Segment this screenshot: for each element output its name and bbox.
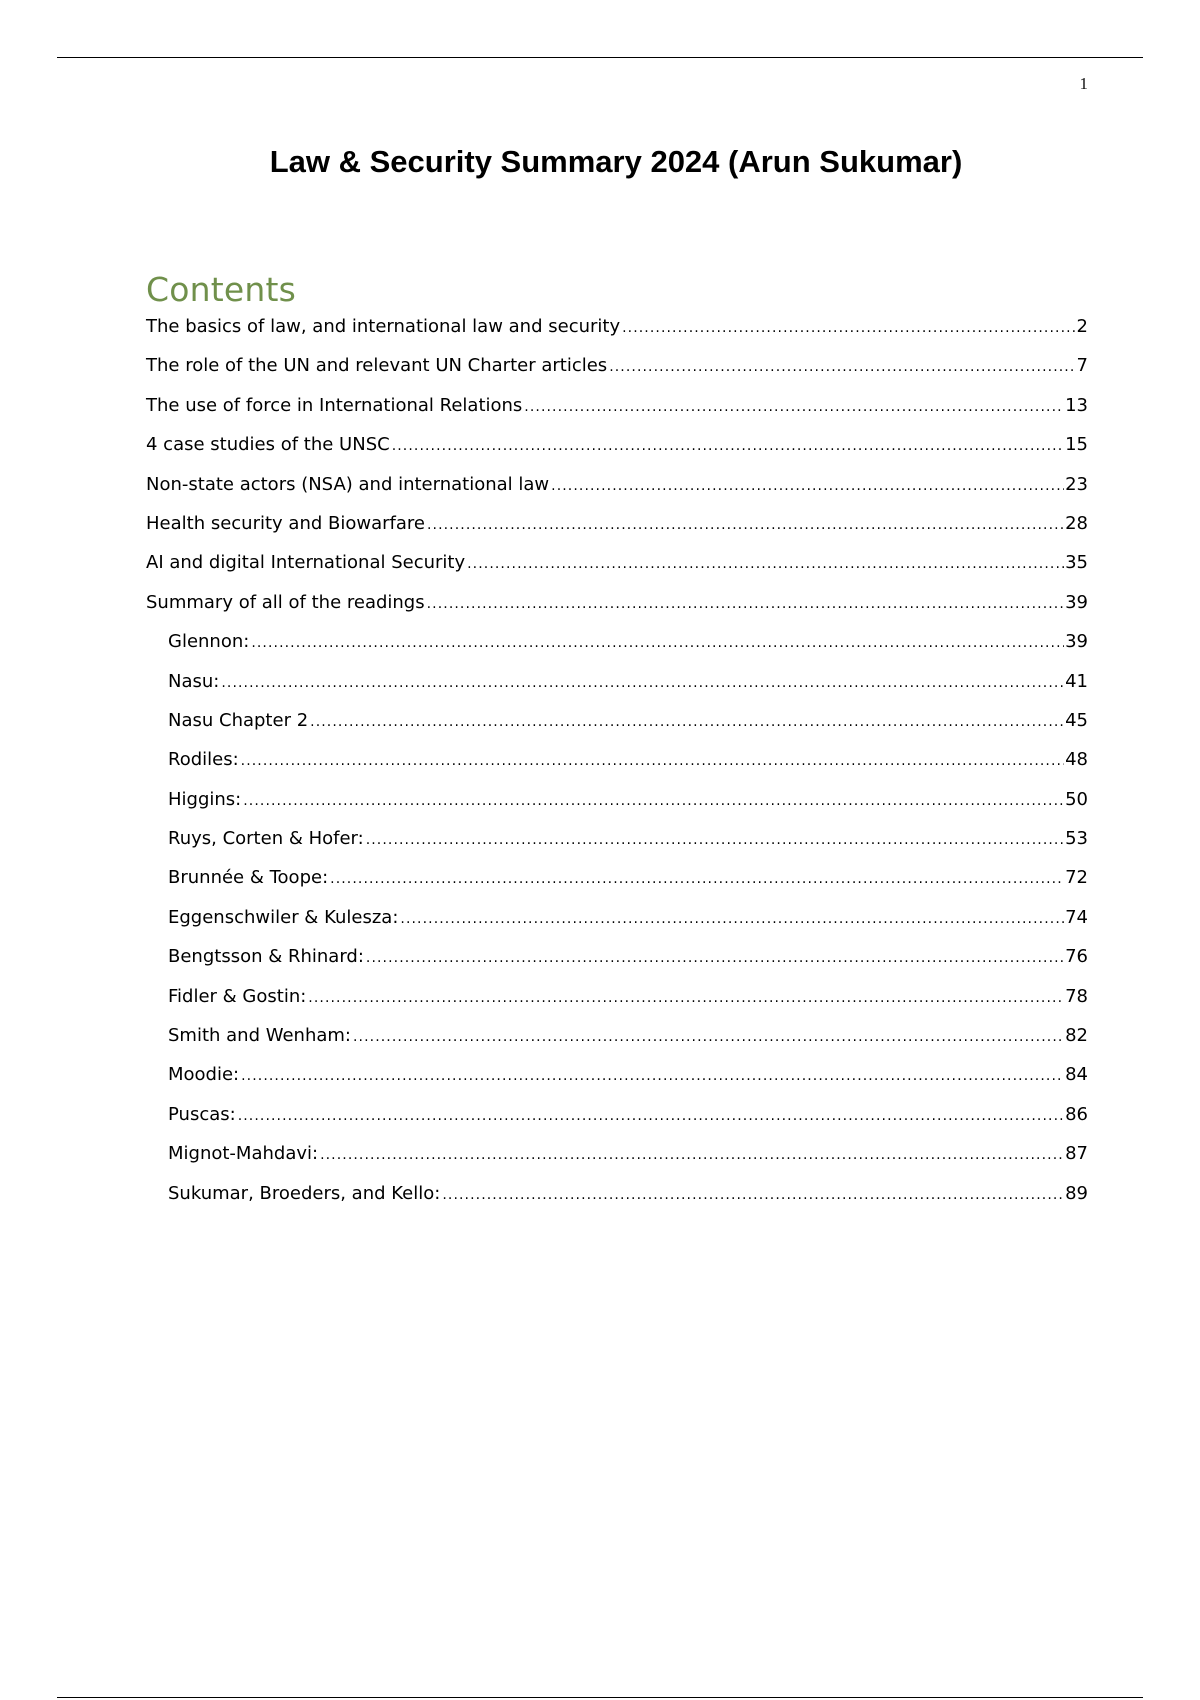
toc-dot-leader [310,710,1064,732]
toc-entry-title[interactable]: Summary of all of the readings [146,591,425,613]
table-of-contents [146,316,1088,1222]
toc-entry[interactable] [146,1025,1088,1064]
toc-entry[interactable] [146,474,1088,513]
toc-entry[interactable] [146,710,1088,749]
toc-dot-leader [392,434,1064,456]
toc-entry-page[interactable]: 23 [1065,473,1088,495]
toc-entry-title[interactable]: Puscas: [168,1103,236,1125]
toc-entry-title[interactable]: Nasu: [168,670,220,692]
toc-entry-title[interactable]: Glennon: [168,631,250,653]
toc-dot-leader [243,789,1064,811]
toc-entry-page[interactable]: 72 [1065,867,1088,889]
toc-entry-title[interactable]: The use of force in International Relations [146,394,523,416]
toc-dot-leader [400,907,1064,929]
toc-entry-page[interactable]: 87 [1065,1143,1088,1165]
toc-entry[interactable] [146,986,1088,1025]
toc-entry-page[interactable]: 35 [1065,552,1088,574]
toc-dot-leader [467,552,1064,574]
toc-entry-title[interactable]: Higgins: [168,788,242,810]
toc-entry-title[interactable]: Sukumar, Broeders, and Kello: [168,1182,441,1204]
toc-dot-leader [251,631,1064,653]
document-title: Law & Security Summary 2024 (Arun Sukumar) [269,144,963,179]
toc-dot-leader [353,1025,1064,1047]
toc-dot-leader [308,986,1064,1008]
toc-dot-leader [366,828,1064,850]
toc-dot-leader [427,592,1064,614]
toc-entry[interactable] [146,867,1088,906]
toc-entry[interactable] [146,316,1088,355]
toc-entry-title[interactable]: Non-state actors (NSA) and international law [146,473,550,495]
toc-entry[interactable] [146,513,1088,552]
toc-entry-page[interactable]: 15 [1065,434,1088,456]
toc-entry[interactable] [146,907,1088,946]
toc-entry-page[interactable]: 86 [1065,1103,1088,1125]
page-number: 1 [1079,74,1088,93]
toc-entry-title[interactable]: Mignot-Mahdavi: [168,1143,319,1165]
toc-dot-leader [524,395,1064,417]
toc-entry-title[interactable]: Smith and Wenham: [168,1025,351,1047]
toc-entry[interactable] [146,828,1088,867]
toc-dot-leader [241,749,1064,771]
toc-dot-leader [330,867,1064,889]
toc-entry-page[interactable]: 74 [1065,906,1088,928]
toc-entry-page[interactable]: 13 [1065,394,1088,416]
toc-entry-page[interactable]: 7 [1076,355,1088,377]
toc-entry[interactable] [146,1143,1088,1182]
toc-entry-page[interactable]: 28 [1065,512,1088,534]
toc-entry[interactable] [146,1183,1088,1222]
toc-entry-title[interactable]: Ruys, Corten & Hofer: [168,828,364,850]
toc-entry[interactable] [146,552,1088,591]
toc-entry[interactable] [146,671,1088,710]
toc-entry-page[interactable]: 53 [1065,828,1088,850]
toc-entry-title[interactable]: Rodiles: [168,749,239,771]
toc-entry[interactable] [146,395,1088,434]
toc-entry-page[interactable]: 78 [1065,985,1088,1007]
toc-entry-page[interactable]: 82 [1065,1025,1088,1047]
toc-entry-title[interactable]: The role of the UN and relevant UN Charter articles [146,355,608,377]
toc-entry-title[interactable]: AI and digital International Security [146,552,466,574]
toc-dot-leader [427,513,1064,535]
toc-entry[interactable] [146,355,1088,394]
toc-entry-title[interactable]: Health security and Biowarfare [146,512,425,534]
toc-entry-page[interactable]: 41 [1065,670,1088,692]
toc-dot-leader [238,1104,1064,1126]
toc-entry[interactable] [146,592,1088,631]
toc-entry-title[interactable]: The basics of law, and international law and security [146,316,621,337]
toc-entry[interactable] [146,1104,1088,1143]
toc-entry[interactable] [146,946,1088,985]
toc-heading: Contents [146,270,297,309]
toc-entry[interactable] [146,749,1088,788]
toc-entry-title[interactable]: Brunnée & Toope: [168,867,329,889]
toc-entry-title[interactable]: 4 case studies of the UNSC [146,434,390,456]
toc-entry[interactable] [146,789,1088,828]
toc-entry-page[interactable]: 39 [1065,631,1088,653]
toc-entry-page[interactable]: 89 [1065,1182,1088,1204]
toc-entry-title[interactable]: Eggenschwiler & Kulesza: [168,906,399,928]
toc-entry-page[interactable]: 48 [1065,749,1088,771]
toc-entry-page[interactable]: 2 [1076,316,1088,337]
toc-dot-leader [442,1183,1064,1205]
toc-entry-page[interactable]: 39 [1065,591,1088,613]
toc-entry[interactable] [146,1064,1088,1103]
toc-entry-title[interactable]: Moodie: [168,1064,240,1086]
header-rule [57,57,1143,58]
toc-entry-title[interactable]: Fidler & Gostin: [168,985,307,1007]
toc-dot-leader [609,355,1075,377]
toc-entry-title[interactable]: Nasu Chapter 2 [168,709,309,731]
toc-dot-leader [241,1064,1064,1086]
toc-entry[interactable] [146,631,1088,670]
toc-entry-page[interactable]: 84 [1065,1064,1088,1086]
toc-entry-title[interactable]: Bengtsson & Rhinard: [168,946,364,968]
toc-dot-leader [551,474,1064,496]
toc-dot-leader [366,946,1064,968]
footer-rule [57,1697,1143,1698]
toc-entry[interactable] [146,434,1088,473]
toc-dot-leader [320,1143,1064,1165]
toc-entry-page[interactable]: 45 [1065,709,1088,731]
toc-dot-leader [622,316,1075,338]
toc-entry-page[interactable]: 50 [1065,788,1088,810]
toc-entry-page[interactable]: 76 [1065,946,1088,968]
toc-dot-leader [221,671,1064,693]
